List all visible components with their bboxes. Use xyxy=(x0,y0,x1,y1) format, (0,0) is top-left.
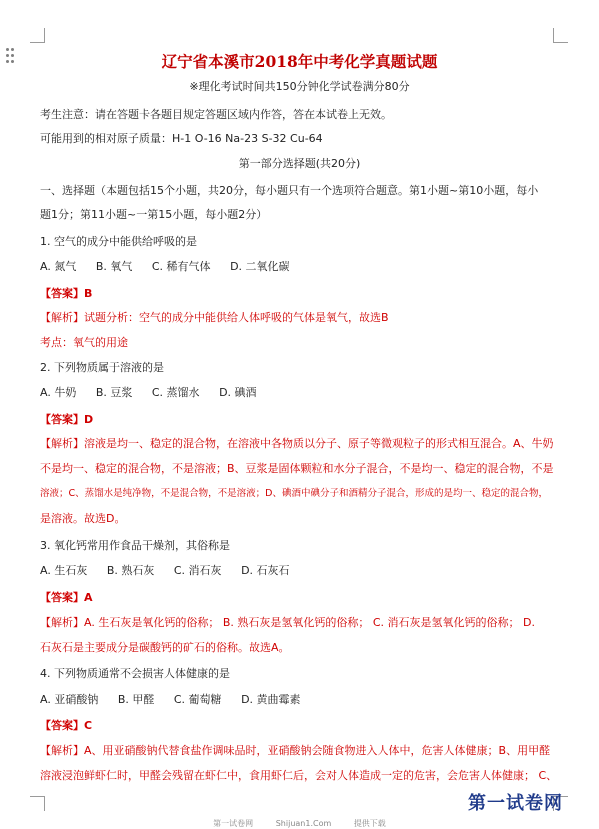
answer: 【答案】A xyxy=(40,591,93,604)
analysis-line: 【解析】试题分析：空气的成分中能供给人体呼吸的气体是氧气，故选B xyxy=(40,311,389,324)
crop-mark-top-right xyxy=(553,28,568,43)
analysis-line: 溶液；C、蒸馏水是纯净物，不是混合物，不是溶液；D、碘酒中碘分子和酒精分子混合，形成的是均一、稳定的混合物， xyxy=(40,488,548,499)
atomic-masses: 可能用到的相对原子质量：H-1 O-16 Na-23 S-32 Cu-64 xyxy=(40,132,323,145)
option: D. 石灰石 xyxy=(241,564,290,577)
option: C. 消石灰 xyxy=(173,564,222,577)
exam-notice: 考生注意：请在答题卡各题目规定答题区域内作答，答在本试卷上无效。 xyxy=(40,108,392,121)
question-stem: 2. 下列物质属于溶液的是 xyxy=(40,361,164,374)
document-title: 辽宁省本溪市2018年中考化学真题试题 xyxy=(161,52,438,71)
footer-site-name: 第一试卷网 xyxy=(213,819,254,828)
option: D. 碘酒 xyxy=(219,386,257,399)
question-options xyxy=(40,564,290,578)
footer-download-text: 提供下载 xyxy=(353,819,386,828)
analysis-line: 石灰石是主要成分是碳酸钙的矿石的俗称。故选A。 xyxy=(40,641,290,654)
analysis-line: 是溶液。故选D。 xyxy=(40,512,126,525)
question-options xyxy=(40,386,257,400)
answer: 【答案】B xyxy=(40,287,93,300)
part-title: 第一部分选择题(共20分) xyxy=(238,157,361,170)
site-watermark: 第一试卷网 xyxy=(468,793,563,814)
section-intro-line-1: 一、选择题（本题包括15个小题，共20分，每小题只有一个选项符合题意。第1小题~第10小题，每小 xyxy=(40,184,539,197)
option: C. 稀有气体 xyxy=(151,260,211,273)
option: A. 亚硝酸钠 xyxy=(40,693,99,706)
question-stem: 3. 氧化钙常用作食品干燥剂，其俗称是 xyxy=(40,539,230,552)
footer-site-url[interactable]: Shijuan1.Com xyxy=(275,819,332,828)
question-options xyxy=(40,693,301,707)
option: B. 氧气 xyxy=(95,260,133,273)
question-stem: 1. 空气的成分中能供给呼吸的是 xyxy=(40,235,197,248)
knowledge-point: 考点：氧气的用途 xyxy=(40,336,128,349)
option: B. 甲醛 xyxy=(117,693,155,706)
analysis-line: 【解析】溶液是均一、稳定的混合物，在溶液中各物质以分子、原子等微观粒子的形式相互混合。A、牛奶 xyxy=(40,437,554,450)
analysis-line: 溶液浸泡鲜虾仁时，甲醛会残留在虾仁中，食用虾仁后，会对人体造成一定的危害，会危害人体健康； C、 xyxy=(40,769,558,782)
option: A. 生石灰 xyxy=(40,564,88,577)
option: C. 葡萄糖 xyxy=(173,693,222,706)
option: C. 蒸馏水 xyxy=(151,386,200,399)
answer: 【答案】D xyxy=(40,413,94,426)
option: D. 二氧化碳 xyxy=(230,260,290,273)
answer: 【答案】C xyxy=(40,719,93,732)
analysis-line: 【解析】A. 生石灰是氧化钙的俗称； B. 熟石灰是氢氧化钙的俗称； C. 消石灰是氢氧化钙的俗称； D. xyxy=(40,616,535,629)
option: B. 豆浆 xyxy=(95,386,133,399)
analysis-line: 不是均一、稳定的混合物，不是溶液；B、豆浆是固体颗粒和水分子混合，不是均一、稳定的混合物，不是 xyxy=(40,462,554,475)
option: B. 熟石灰 xyxy=(106,564,155,577)
option: A. 氮气 xyxy=(40,260,77,273)
page-footer xyxy=(0,818,599,829)
exam-subtitle: ※理化考试时间共150分钟化学试卷满分80分 xyxy=(189,80,410,93)
question-stem: 4. 下列物质通常不会损害人体健康的是 xyxy=(40,667,230,680)
crop-mark-bottom-left xyxy=(30,796,45,811)
option: A. 牛奶 xyxy=(40,386,77,399)
crop-mark-top-left xyxy=(30,28,45,43)
option: D. 黄曲霉素 xyxy=(241,693,301,706)
section-intro-line-2: 题1分；第11小题~一第15小题，每小题2分） xyxy=(40,208,268,221)
analysis-line: 【解析】A、用亚硝酸钠代替食盐作调味品时，亚硝酸钠会随食物进入人体中，危害人体健康；B、用甲醛 xyxy=(40,744,551,757)
question-options xyxy=(40,260,290,274)
